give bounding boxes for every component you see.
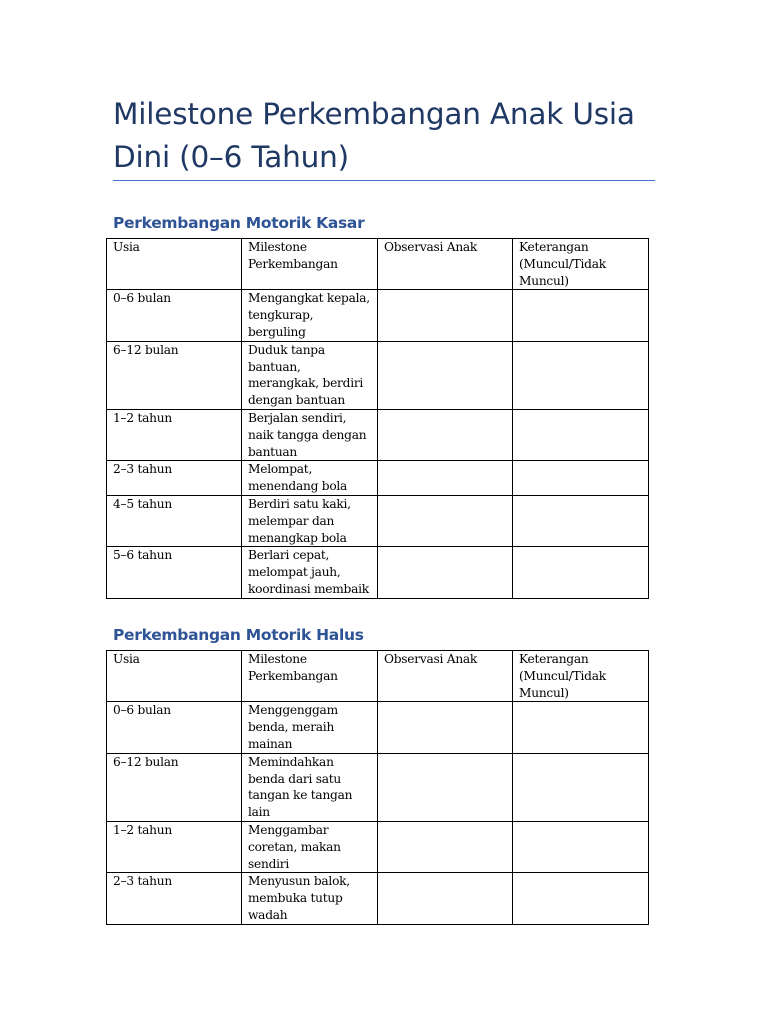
section-heading-motorik-kasar: Perkembangan Motorik Kasar: [113, 214, 365, 232]
table-row: [107, 702, 649, 753]
table-motorik-halus: [106, 650, 649, 925]
header-milestone: Milestone Perkembangan: [242, 239, 378, 290]
cell-observation[interactable]: [378, 702, 513, 753]
header-keterangan: Keterangan (Muncul/Tidak Muncul): [513, 651, 649, 702]
cell-note[interactable]: [513, 547, 649, 598]
cell-milestone: Memindahkan benda dari satu tangan ke tangan lain: [242, 753, 378, 821]
cell-age: 1–2 tahun: [107, 821, 242, 872]
cell-age: 4–5 tahun: [107, 495, 242, 546]
cell-observation[interactable]: [378, 461, 513, 496]
table-header-row: [107, 651, 649, 702]
header-observasi: Observasi Anak: [378, 239, 513, 290]
cell-milestone: Menyusun balok, membuka tutup wadah: [242, 873, 378, 924]
cell-milestone: Berdiri satu kaki, melempar dan menangkap bola: [242, 495, 378, 546]
table-row: [107, 409, 649, 460]
cell-note[interactable]: [513, 873, 649, 924]
title-underline: [113, 180, 655, 181]
table-row: [107, 547, 649, 598]
table-row: [107, 873, 649, 924]
cell-milestone: Mengangkat kepala, tengkurap, berguling: [242, 290, 378, 341]
table-row: [107, 461, 649, 496]
header-usia: Usia: [107, 651, 242, 702]
cell-milestone: Menggenggam benda, meraih mainan: [242, 702, 378, 753]
cell-age: 6–12 bulan: [107, 753, 242, 821]
cell-milestone: Melompat, menendang bola: [242, 461, 378, 496]
cell-observation[interactable]: [378, 547, 513, 598]
cell-observation[interactable]: [378, 873, 513, 924]
cell-age: 2–3 tahun: [107, 873, 242, 924]
cell-note[interactable]: [513, 341, 649, 409]
table-motorik-kasar: [106, 238, 649, 599]
document-title: Milestone Perkembangan Anak Usia Dini (0–6 Tahun): [113, 97, 635, 174]
cell-age: 0–6 bulan: [107, 290, 242, 341]
cell-note[interactable]: [513, 821, 649, 872]
header-milestone: Milestone Perkembangan: [242, 651, 378, 702]
cell-milestone: Menggambar coretan, makan sendiri: [242, 821, 378, 872]
cell-observation[interactable]: [378, 753, 513, 821]
cell-age: 6–12 bulan: [107, 341, 242, 409]
header-usia: Usia: [107, 239, 242, 290]
cell-observation[interactable]: [378, 290, 513, 341]
cell-observation[interactable]: [378, 821, 513, 872]
cell-note[interactable]: [513, 290, 649, 341]
section-heading-motorik-halus: Perkembangan Motorik Halus: [113, 626, 364, 644]
cell-age: 5–6 tahun: [107, 547, 242, 598]
cell-observation[interactable]: [378, 495, 513, 546]
header-keterangan: Keterangan (Muncul/Tidak Muncul): [513, 239, 649, 290]
table-row: [107, 821, 649, 872]
cell-note[interactable]: [513, 461, 649, 496]
cell-age: 0–6 bulan: [107, 702, 242, 753]
table-row: [107, 753, 649, 821]
cell-milestone: Berjalan sendiri, naik tangga dengan bantuan: [242, 409, 378, 460]
cell-observation[interactable]: [378, 341, 513, 409]
cell-milestone: Berlari cepat, melompat jauh, koordinasi membaik: [242, 547, 378, 598]
table-row: [107, 290, 649, 341]
cell-note[interactable]: [513, 495, 649, 546]
cell-age: 2–3 tahun: [107, 461, 242, 496]
cell-milestone: Duduk tanpa bantuan, merangkak, berdiri dengan bantuan: [242, 341, 378, 409]
cell-note[interactable]: [513, 702, 649, 753]
table-header-row: [107, 239, 649, 290]
cell-note[interactable]: [513, 409, 649, 460]
table-row: [107, 341, 649, 409]
header-observasi: Observasi Anak: [378, 651, 513, 702]
cell-observation[interactable]: [378, 409, 513, 460]
table-row: [107, 495, 649, 546]
cell-note[interactable]: [513, 753, 649, 821]
cell-age: 1–2 tahun: [107, 409, 242, 460]
